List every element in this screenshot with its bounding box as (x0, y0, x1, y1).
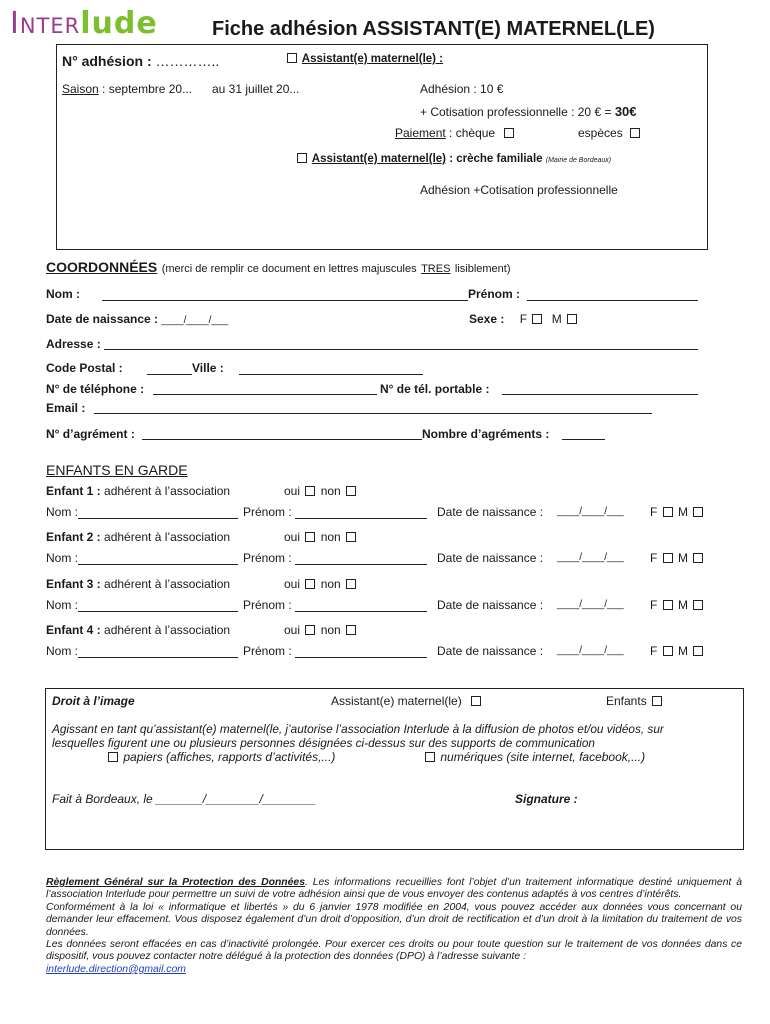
child-non-checkbox[interactable] (346, 579, 356, 589)
droit-image-heading: Droit à l’image (52, 694, 135, 708)
agrement-field[interactable] (142, 439, 422, 440)
droit-enfants-option: Enfants (606, 694, 664, 708)
child-f-checkbox[interactable] (663, 553, 673, 563)
child-header: Enfant 3 : adhérent à l’association (46, 577, 231, 591)
child-prenom-label: Prénom : (243, 551, 292, 565)
child-f-checkbox[interactable] (663, 646, 673, 656)
child-m-checkbox[interactable] (693, 600, 703, 610)
checkbox[interactable] (297, 153, 307, 163)
child-m-checkbox[interactable] (693, 507, 703, 517)
child-adherent-choice: oui non (284, 530, 358, 544)
child-sexe-choice: F M (650, 644, 705, 658)
portable-field[interactable] (502, 394, 698, 395)
child-sexe-choice: F M (650, 551, 705, 565)
droit-enfants-checkbox[interactable] (652, 696, 662, 706)
nb-agrements-label: Nombre d’agréments : (422, 427, 550, 441)
membership-box (56, 44, 708, 250)
prenom-label: Prénom : (468, 287, 521, 301)
numeriques-checkbox[interactable] (425, 752, 435, 762)
sexe-m-checkbox[interactable] (567, 314, 577, 324)
child-date-label: Date de naissance : (437, 598, 544, 612)
child-nom-label: Nom : (46, 644, 79, 658)
child-nom-label: Nom : (46, 598, 79, 612)
child-date-label: Date de naissance : (437, 644, 544, 658)
telephone-field[interactable] (153, 394, 377, 395)
page-title: Fiche adhésion ASSISTANT(E) MATERNEL(LE) (212, 18, 655, 40)
child-date-field[interactable]: ____/____/___ (557, 645, 624, 656)
fait-a-bordeaux: Fait à Bordeaux, le _______/________/________ (52, 792, 317, 806)
code-postal-label: Code Postal : (46, 361, 123, 375)
child-sexe-choice: F M (650, 598, 705, 612)
interlude-logo: Interlude (10, 6, 158, 41)
creche-detail: Adhésion +Cotisation professionnelle (420, 183, 618, 197)
cotisation-line: + Cotisation professionnelle : 20 € = 30€ (420, 104, 637, 119)
child-sexe-choice: F M (650, 505, 705, 519)
child-non-checkbox[interactable] (346, 486, 356, 496)
child-f-checkbox[interactable] (663, 507, 673, 517)
saison-line: Saison : septembre 20... (62, 82, 193, 96)
coordonnees-heading: COORDONNÉES (merci de remplir ce document en lettres majuscules TRES lisiblement) (46, 259, 511, 275)
child-nom-label: Nom : (46, 505, 79, 519)
especes-option: espèces (578, 126, 642, 140)
sexe-field: Sexe : F M (469, 312, 579, 326)
email-field[interactable] (94, 413, 652, 414)
child-oui-checkbox[interactable] (305, 532, 315, 542)
child-prenom-label: Prénom : (243, 644, 292, 658)
child-prenom-label: Prénom : (243, 598, 292, 612)
paiement-line: Paiement : chèque (395, 126, 516, 140)
child-oui-checkbox[interactable] (305, 486, 315, 496)
papiers-option: papiers (affiches, rapports d’activités,...) (106, 750, 335, 764)
dpo-email-link[interactable]: interlude.direction@gmail.com (46, 963, 186, 975)
membership-number: N° adhésion : ………….. (62, 53, 220, 69)
droit-text-2: lesquelles figurent une ou plusieurs personnes désignées ci-dessus sur des supports de communication (52, 736, 595, 750)
adresse-field[interactable] (104, 349, 698, 350)
portable-label: N° de tél. portable : (380, 382, 490, 396)
child-prenom-field[interactable] (295, 611, 427, 612)
droit-assistant-checkbox[interactable] (471, 696, 481, 706)
child-f-checkbox[interactable] (663, 600, 673, 610)
child-nom-field[interactable] (78, 657, 238, 658)
enfants-heading: ENFANTS EN GARDE (46, 462, 188, 478)
child-non-checkbox[interactable] (346, 532, 356, 542)
child-prenom-label: Prénom : (243, 505, 292, 519)
telephone-label: N° de téléphone : (46, 382, 145, 396)
child-date-field[interactable]: ____/____/___ (557, 506, 624, 517)
agrement-label: N° d’agrément : (46, 427, 135, 441)
numeriques-option: numériques (site internet, facebook,...) (423, 750, 645, 764)
child-nom-field[interactable] (78, 611, 238, 612)
date-naissance-label: Date de naissance : ____/____/___ (46, 312, 229, 326)
child-header: Enfant 4 : adhérent à l’association (46, 623, 231, 637)
child-date-label: Date de naissance : (437, 505, 544, 519)
droit-assistant-option: Assistant(e) maternel(le) (331, 694, 483, 708)
rgpd-para-2: Conformément à la loi « informatique et libertés » du 6 janvier 1978 modifiée en 2004, vous pouvez accéder aux données vous concernant ou demander leur effacement. Vous disposez également d’un droit d’opposition, d’un droit de rectification et d’un droit à la limitation du traitement de vos données. (46, 901, 742, 938)
child-date-label: Date de naissance : (437, 551, 544, 565)
child-header: Enfant 1 : adhérent à l’association (46, 484, 231, 498)
droit-text-1: Agissant en tant qu’assistant(e) maternel(le, j’autorise l’association Interlude à la diffusion de photos et/ou vidéos, sur (52, 722, 664, 736)
email-label: Email : (46, 401, 86, 415)
adhesion-fee: Adhésion : 10 € (420, 82, 504, 96)
especes-checkbox[interactable] (630, 128, 640, 138)
code-postal-field[interactable] (147, 374, 192, 375)
child-m-checkbox[interactable] (693, 646, 703, 656)
child-adherent-choice: oui non (284, 577, 358, 591)
ville-label: Ville : (192, 361, 224, 375)
papiers-checkbox[interactable] (108, 752, 118, 762)
nb-agrements-field[interactable] (562, 439, 605, 440)
child-nom-field[interactable] (78, 564, 238, 565)
child-prenom-field[interactable] (295, 657, 427, 658)
child-date-field[interactable]: ____/____/___ (557, 552, 624, 563)
sexe-f-checkbox[interactable] (532, 314, 542, 324)
child-oui-checkbox[interactable] (305, 625, 315, 635)
option-assistant: Assistant(e) maternel(le) : (285, 53, 443, 65)
child-non-checkbox[interactable] (346, 625, 356, 635)
nom-field[interactable] (102, 300, 468, 301)
child-nom-label: Nom : (46, 551, 79, 565)
rgpd-para-1: Règlement Général sur la Protection des Données. Les informations recueillies font l’objet d’un traitement informatique destiné uniquement à l’association Interlude pour permettre un suivi de votre adhésion ainsi que de vous envoyer des contenus adaptés à vos centres d’intérêts. (46, 877, 743, 901)
child-adherent-choice: oui non (284, 484, 358, 498)
cheque-checkbox[interactable] (504, 128, 514, 138)
nom-label: Nom : (46, 287, 80, 301)
rgpd-section (46, 877, 742, 976)
child-header: Enfant 2 : adhérent à l’association (46, 530, 231, 544)
rgpd-para-3: Les données seront effacées en cas d’inactivité prolongée. Pour exercer ces droits ou pour toute question sur le traitement de vos données dans ce dispositif, vous pouvez contacter notre délégué à la protection des données (DPO) à l’adresse suivante : (46, 939, 742, 963)
child-nom-field[interactable] (78, 518, 238, 519)
signature-label: Signature : (515, 792, 578, 806)
droit-image-box (45, 688, 744, 850)
prenom-field[interactable] (527, 300, 698, 301)
child-prenom-field[interactable] (295, 518, 427, 519)
child-prenom-field[interactable] (295, 564, 427, 565)
child-adherent-choice: oui non (284, 623, 358, 637)
child-oui-checkbox[interactable] (305, 579, 315, 589)
ville-field[interactable] (239, 374, 423, 375)
option-creche: Assistant(e) maternel(le) : crèche familiale (Mairie de Bordeaux) (295, 153, 611, 165)
adresse-label: Adresse : (46, 337, 101, 351)
child-date-field[interactable]: ____/____/___ (557, 599, 624, 610)
saison-end: au 31 juillet 20... (212, 82, 300, 96)
checkbox[interactable] (287, 53, 297, 63)
child-m-checkbox[interactable] (693, 553, 703, 563)
